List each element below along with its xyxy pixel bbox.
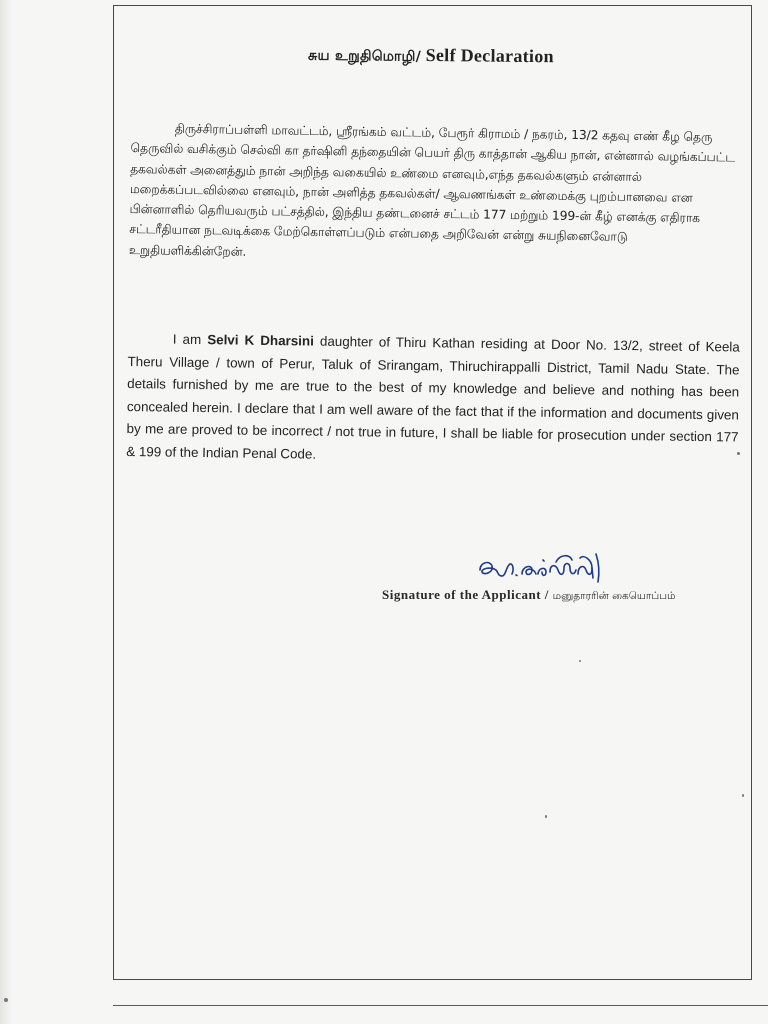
signature-caption-english: Signature of the Applicant /: [382, 587, 549, 602]
scan-speck: [742, 794, 744, 797]
tamil-declaration-paragraph: திருச்சிராப்பள்ளி மாவட்டம், ஸ்ரீரங்கம் வட்டம், பேரூர் கிராமம் / நகரம், 13/2 கதவு எண் கீழ தெரு தெருவில் வசிக்கும் செல்வி கா தர்ஷினி தந்தையின் பெயர் திரு காத்தான் ஆகிய நான், என்னால் வழங்கப்பட்ட தகவல்கள் அனைத்தும் நான் அறிந்த வகையில் உண்மை எனவும்,எந்த தகவல்களும் என்னால் மறைக்கப்படவில்லை எனவும், நான் அளித்த தகவல்கள்/ ஆவணங்கள் உண்மைக்கு புறம்பானவை என பின்னாளில் தெரியவரும் பட்சத்தில், இந்திய தண்டனைச் சட்டம் 177 மற்றும் 199-ன் கீழ் எனக்கு எதிராக சட்டரீதியான நடவடிக்கை மேற்கொள்ளப்படும் என்பதை அறிவேன் என்று சுயநினைவோடு உறுதியளிக்கின்றேன்.: [128, 121, 736, 259]
handwritten-signature: [476, 548, 606, 588]
signature-caption: [382, 587, 742, 603]
scan-speck: [4, 998, 8, 1002]
scan-speck: [579, 660, 581, 662]
bottom-divider-line: [113, 1005, 768, 1006]
scan-speck: [737, 452, 740, 455]
english-declaration-paragraph: [126, 328, 740, 472]
scan-speck: [545, 815, 547, 818]
signature-caption-tamil: மனுதாரரின் கையொப்பம்: [552, 590, 676, 602]
declaration-body: daughter of Thiru Kathan residing at Door No. 13/2, street of Keela Theru Village / town of Perur, Taluk of Srirangam, Thiruchirappalli District, Tamil Nadu State. The details furnished by me are true to the best of my knowledge and believe and nothing has been concealed herein. I declare that I am well aware of the fact that if the information and documents given by me are proved to be incorrect / not true in future, I shall be liable for prosecution under section 177 & 199 of the Indian Penal Code.: [126, 333, 740, 462]
intro-text: I am: [172, 331, 208, 348]
title-english: Self Declaration: [425, 44, 555, 67]
title-tamil: சுய உறுதிமொழி/: [308, 47, 422, 65]
applicant-name: Selvi K Dharsini: [207, 332, 314, 349]
scan-left-edge: [0, 0, 12, 1024]
